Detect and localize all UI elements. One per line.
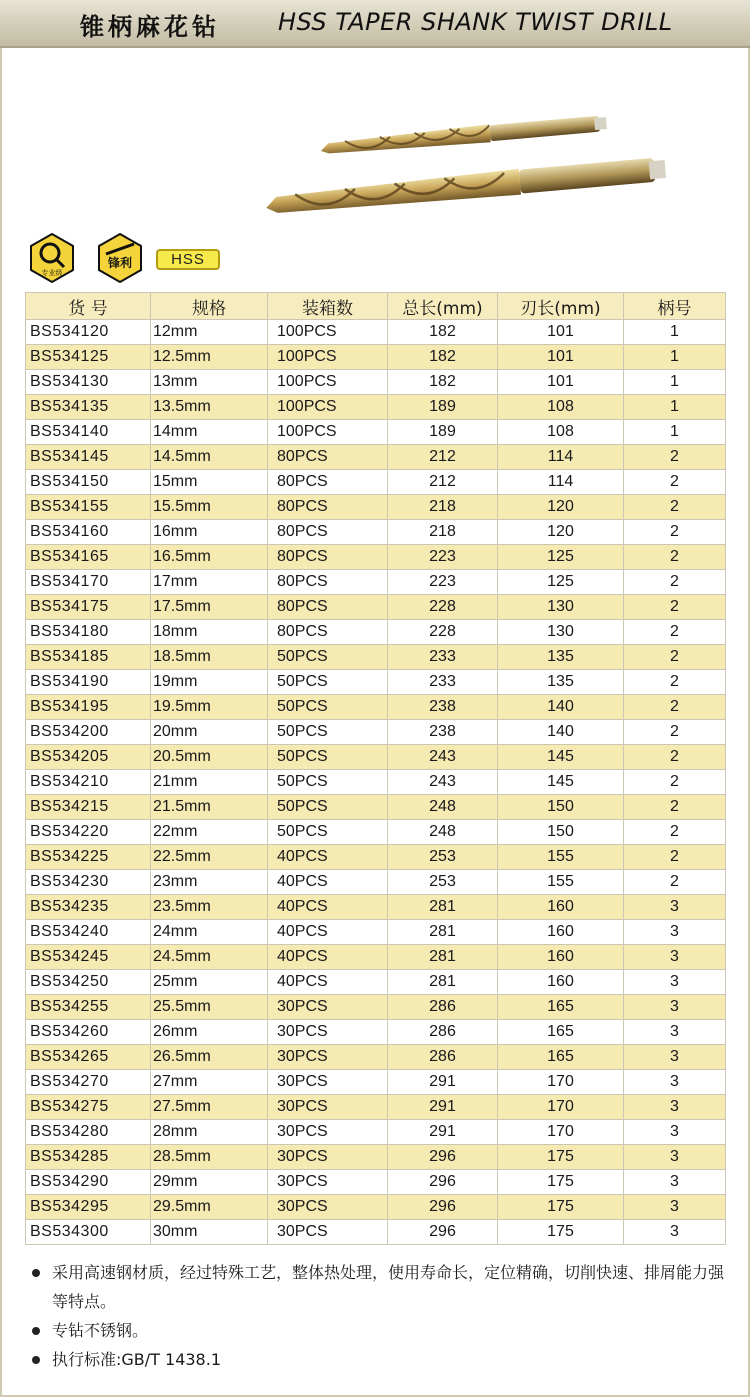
cell-spec: 15mm bbox=[151, 470, 268, 495]
cell-total-length: 281 bbox=[388, 970, 498, 995]
table-row bbox=[26, 995, 726, 1020]
cell-pack-qty: 40PCS bbox=[268, 970, 388, 995]
cell-flute-length: 108 bbox=[498, 395, 624, 420]
cell-total-length: 286 bbox=[388, 995, 498, 1020]
drill-product-image bbox=[250, 100, 690, 220]
cell-item-code: BS534285 bbox=[26, 1145, 151, 1170]
note-item bbox=[30, 1345, 730, 1374]
cell-flute-length: 101 bbox=[498, 320, 624, 345]
cell-shank-no: 3 bbox=[624, 895, 726, 920]
cell-total-length: 291 bbox=[388, 1070, 498, 1095]
table-row bbox=[26, 420, 726, 445]
cell-spec: 27mm bbox=[151, 1070, 268, 1095]
table-row bbox=[26, 570, 726, 595]
cell-item-code: BS534145 bbox=[26, 445, 151, 470]
cell-spec: 21mm bbox=[151, 770, 268, 795]
cell-pack-qty: 30PCS bbox=[268, 1095, 388, 1120]
cell-spec: 29.5mm bbox=[151, 1195, 268, 1220]
cell-item-code: BS534160 bbox=[26, 520, 151, 545]
cell-total-length: 296 bbox=[388, 1145, 498, 1170]
cell-pack-qty: 50PCS bbox=[268, 795, 388, 820]
bullet-icon bbox=[32, 1356, 40, 1364]
cell-item-code: BS534205 bbox=[26, 745, 151, 770]
cell-item-code: BS534210 bbox=[26, 770, 151, 795]
cell-pack-qty: 100PCS bbox=[268, 420, 388, 445]
cell-spec: 27.5mm bbox=[151, 1095, 268, 1120]
cell-spec: 15.5mm bbox=[151, 495, 268, 520]
cell-spec: 22.5mm bbox=[151, 845, 268, 870]
cell-spec: 22mm bbox=[151, 820, 268, 845]
table-row bbox=[26, 595, 726, 620]
cell-pack-qty: 40PCS bbox=[268, 845, 388, 870]
cell-flute-length: 155 bbox=[498, 870, 624, 895]
cell-shank-no: 3 bbox=[624, 1020, 726, 1045]
table-row bbox=[26, 695, 726, 720]
note-item bbox=[30, 1316, 730, 1345]
table-row bbox=[26, 1120, 726, 1145]
hss-tag: HSS bbox=[156, 249, 220, 270]
cell-item-code: BS534150 bbox=[26, 470, 151, 495]
cell-item-code: BS534250 bbox=[26, 970, 151, 995]
cell-item-code: BS534230 bbox=[26, 870, 151, 895]
cell-flute-length: 108 bbox=[498, 420, 624, 445]
cell-spec: 14.5mm bbox=[151, 445, 268, 470]
cell-flute-length: 170 bbox=[498, 1095, 624, 1120]
cell-flute-length: 120 bbox=[498, 520, 624, 545]
cell-flute-length: 135 bbox=[498, 670, 624, 695]
cell-shank-no: 2 bbox=[624, 570, 726, 595]
note-text: 专钻不锈钢。 bbox=[52, 1321, 149, 1340]
table-body bbox=[26, 320, 726, 1245]
table-row bbox=[26, 470, 726, 495]
cell-item-code: BS534265 bbox=[26, 1045, 151, 1070]
cell-item-code: BS534215 bbox=[26, 795, 151, 820]
cell-item-code: BS534235 bbox=[26, 895, 151, 920]
cell-item-code: BS534295 bbox=[26, 1195, 151, 1220]
cell-total-length: 238 bbox=[388, 720, 498, 745]
cell-item-code: BS534185 bbox=[26, 645, 151, 670]
note-text: 执行标准:GB/T 1438.1 bbox=[52, 1350, 222, 1369]
cell-pack-qty: 30PCS bbox=[268, 1195, 388, 1220]
cell-spec: 23.5mm bbox=[151, 895, 268, 920]
table-header-row bbox=[26, 293, 726, 320]
cell-flute-length: 145 bbox=[498, 770, 624, 795]
cell-flute-length: 135 bbox=[498, 645, 624, 670]
cell-flute-length: 175 bbox=[498, 1145, 624, 1170]
cell-spec: 28mm bbox=[151, 1120, 268, 1145]
table-row bbox=[26, 1145, 726, 1170]
cell-flute-length: 145 bbox=[498, 745, 624, 770]
cell-spec: 20mm bbox=[151, 720, 268, 745]
cell-item-code: BS534180 bbox=[26, 620, 151, 645]
table-row bbox=[26, 545, 726, 570]
cell-shank-no: 2 bbox=[624, 520, 726, 545]
cell-pack-qty: 100PCS bbox=[268, 345, 388, 370]
table-row bbox=[26, 370, 726, 395]
cell-total-length: 182 bbox=[388, 320, 498, 345]
cell-spec: 19mm bbox=[151, 670, 268, 695]
cell-shank-no: 3 bbox=[624, 1220, 726, 1245]
cell-pack-qty: 100PCS bbox=[268, 370, 388, 395]
cell-total-length: 281 bbox=[388, 920, 498, 945]
table-row bbox=[26, 1195, 726, 1220]
table-row bbox=[26, 645, 726, 670]
cell-shank-no: 3 bbox=[624, 945, 726, 970]
cell-shank-no: 2 bbox=[624, 545, 726, 570]
cell-flute-length: 175 bbox=[498, 1170, 624, 1195]
table-row bbox=[26, 1070, 726, 1095]
cell-total-length: 296 bbox=[388, 1170, 498, 1195]
table-row bbox=[26, 745, 726, 770]
cell-total-length: 189 bbox=[388, 420, 498, 445]
cell-total-length: 281 bbox=[388, 945, 498, 970]
cell-total-length: 228 bbox=[388, 620, 498, 645]
cell-total-length: 238 bbox=[388, 695, 498, 720]
cell-pack-qty: 40PCS bbox=[268, 920, 388, 945]
cell-item-code: BS534255 bbox=[26, 995, 151, 1020]
cell-total-length: 296 bbox=[388, 1220, 498, 1245]
table-row bbox=[26, 495, 726, 520]
table-row bbox=[26, 720, 726, 745]
cell-shank-no: 2 bbox=[624, 720, 726, 745]
cell-spec: 26mm bbox=[151, 1020, 268, 1045]
cell-pack-qty: 50PCS bbox=[268, 745, 388, 770]
cell-spec: 12.5mm bbox=[151, 345, 268, 370]
cell-shank-no: 3 bbox=[624, 1195, 726, 1220]
cell-shank-no: 3 bbox=[624, 1170, 726, 1195]
cell-flute-length: 130 bbox=[498, 595, 624, 620]
cell-pack-qty: 40PCS bbox=[268, 945, 388, 970]
cell-pack-qty: 30PCS bbox=[268, 1045, 388, 1070]
table-row bbox=[26, 795, 726, 820]
cell-pack-qty: 50PCS bbox=[268, 820, 388, 845]
cell-pack-qty: 30PCS bbox=[268, 1170, 388, 1195]
cell-shank-no: 3 bbox=[624, 1095, 726, 1120]
cell-spec: 20.5mm bbox=[151, 745, 268, 770]
cell-spec: 17.5mm bbox=[151, 595, 268, 620]
table-row bbox=[26, 520, 726, 545]
cell-pack-qty: 30PCS bbox=[268, 1020, 388, 1045]
header-item-code: 货 号 bbox=[26, 293, 151, 320]
cell-shank-no: 1 bbox=[624, 370, 726, 395]
cell-shank-no: 1 bbox=[624, 345, 726, 370]
cell-item-code: BS534245 bbox=[26, 945, 151, 970]
table-row bbox=[26, 970, 726, 995]
table-row bbox=[26, 820, 726, 845]
cell-spec: 18.5mm bbox=[151, 645, 268, 670]
bullet-icon bbox=[32, 1327, 40, 1335]
cell-total-length: 218 bbox=[388, 495, 498, 520]
cell-total-length: 218 bbox=[388, 520, 498, 545]
cell-total-length: 228 bbox=[388, 595, 498, 620]
cell-pack-qty: 80PCS bbox=[268, 520, 388, 545]
cell-total-length: 223 bbox=[388, 570, 498, 595]
cell-pack-qty: 80PCS bbox=[268, 620, 388, 645]
cell-shank-no: 3 bbox=[624, 1120, 726, 1145]
specification-table bbox=[25, 292, 726, 1245]
cell-total-length: 253 bbox=[388, 845, 498, 870]
header-pack-qty: 装箱数 bbox=[268, 293, 388, 320]
cell-pack-qty: 30PCS bbox=[268, 1220, 388, 1245]
table-row bbox=[26, 320, 726, 345]
cell-pack-qty: 80PCS bbox=[268, 595, 388, 620]
table-row bbox=[26, 870, 726, 895]
cell-flute-length: 165 bbox=[498, 1020, 624, 1045]
cell-flute-length: 155 bbox=[498, 845, 624, 870]
table-row bbox=[26, 1020, 726, 1045]
cell-spec: 18mm bbox=[151, 620, 268, 645]
cell-item-code: BS534280 bbox=[26, 1120, 151, 1145]
cell-flute-length: 120 bbox=[498, 495, 624, 520]
cell-pack-qty: 100PCS bbox=[268, 395, 388, 420]
table-row bbox=[26, 1170, 726, 1195]
cell-item-code: BS534135 bbox=[26, 395, 151, 420]
cell-shank-no: 2 bbox=[624, 620, 726, 645]
cell-shank-no: 2 bbox=[624, 870, 726, 895]
header-spec: 规格 bbox=[151, 293, 268, 320]
cell-shank-no: 3 bbox=[624, 1145, 726, 1170]
cell-pack-qty: 40PCS bbox=[268, 870, 388, 895]
cell-total-length: 223 bbox=[388, 545, 498, 570]
cell-item-code: BS534300 bbox=[26, 1220, 151, 1245]
cell-shank-no: 2 bbox=[624, 695, 726, 720]
cell-spec: 25.5mm bbox=[151, 995, 268, 1020]
cell-shank-no: 3 bbox=[624, 1045, 726, 1070]
table-row bbox=[26, 945, 726, 970]
large-drill bbox=[265, 156, 667, 217]
cell-item-code: BS534275 bbox=[26, 1095, 151, 1120]
cell-total-length: 243 bbox=[388, 770, 498, 795]
cell-flute-length: 165 bbox=[498, 1045, 624, 1070]
cell-item-code: BS534200 bbox=[26, 720, 151, 745]
cell-flute-length: 130 bbox=[498, 620, 624, 645]
sharp-badge-icon bbox=[94, 232, 146, 284]
cell-item-code: BS534155 bbox=[26, 495, 151, 520]
cell-shank-no: 3 bbox=[624, 1070, 726, 1095]
title-chinese: 锥柄麻花钻 bbox=[80, 13, 220, 41]
professional-grade-badge-icon bbox=[26, 232, 78, 284]
cell-total-length: 182 bbox=[388, 370, 498, 395]
cell-total-length: 182 bbox=[388, 345, 498, 370]
cell-spec: 12mm bbox=[151, 320, 268, 345]
cell-pack-qty: 50PCS bbox=[268, 645, 388, 670]
cell-flute-length: 160 bbox=[498, 970, 624, 995]
table-row bbox=[26, 1095, 726, 1120]
cell-flute-length: 125 bbox=[498, 545, 624, 570]
cell-pack-qty: 30PCS bbox=[268, 1145, 388, 1170]
cell-flute-length: 101 bbox=[498, 345, 624, 370]
cell-flute-length: 140 bbox=[498, 695, 624, 720]
cell-shank-no: 2 bbox=[624, 495, 726, 520]
cell-item-code: BS534130 bbox=[26, 370, 151, 395]
table-row bbox=[26, 620, 726, 645]
cell-flute-length: 175 bbox=[498, 1195, 624, 1220]
cell-flute-length: 170 bbox=[498, 1120, 624, 1145]
cell-flute-length: 160 bbox=[498, 920, 624, 945]
cell-item-code: BS534140 bbox=[26, 420, 151, 445]
cell-pack-qty: 80PCS bbox=[268, 570, 388, 595]
cell-spec: 25mm bbox=[151, 970, 268, 995]
table-row bbox=[26, 770, 726, 795]
title-english: HSS TAPER SHANK TWIST DRILL bbox=[278, 8, 673, 36]
cell-shank-no: 1 bbox=[624, 395, 726, 420]
header-flute-length: 刃长(mm) bbox=[498, 293, 624, 320]
cell-flute-length: 150 bbox=[498, 820, 624, 845]
cell-total-length: 233 bbox=[388, 670, 498, 695]
cell-flute-length: 160 bbox=[498, 945, 624, 970]
table-row bbox=[26, 1045, 726, 1070]
cell-pack-qty: 80PCS bbox=[268, 495, 388, 520]
cell-total-length: 243 bbox=[388, 745, 498, 770]
cell-shank-no: 2 bbox=[624, 670, 726, 695]
cell-shank-no: 2 bbox=[624, 770, 726, 795]
cell-spec: 23mm bbox=[151, 870, 268, 895]
cell-total-length: 281 bbox=[388, 895, 498, 920]
cell-item-code: BS534190 bbox=[26, 670, 151, 695]
cell-spec: 26.5mm bbox=[151, 1045, 268, 1070]
cell-pack-qty: 50PCS bbox=[268, 695, 388, 720]
table-row bbox=[26, 395, 726, 420]
cell-flute-length: 140 bbox=[498, 720, 624, 745]
cell-shank-no: 3 bbox=[624, 995, 726, 1020]
cell-pack-qty: 30PCS bbox=[268, 1120, 388, 1145]
cell-flute-length: 101 bbox=[498, 370, 624, 395]
cell-total-length: 212 bbox=[388, 445, 498, 470]
cell-shank-no: 2 bbox=[624, 745, 726, 770]
cell-total-length: 212 bbox=[388, 470, 498, 495]
header-total-length: 总长(mm) bbox=[388, 293, 498, 320]
cell-spec: 21.5mm bbox=[151, 795, 268, 820]
cell-total-length: 253 bbox=[388, 870, 498, 895]
cell-pack-qty: 80PCS bbox=[268, 470, 388, 495]
cell-pack-qty: 50PCS bbox=[268, 670, 388, 695]
bullet-icon bbox=[32, 1269, 40, 1277]
cell-pack-qty: 30PCS bbox=[268, 1070, 388, 1095]
cell-flute-length: 170 bbox=[498, 1070, 624, 1095]
note-item bbox=[30, 1258, 730, 1316]
cell-total-length: 233 bbox=[388, 645, 498, 670]
cell-shank-no: 1 bbox=[624, 320, 726, 345]
cell-shank-no: 2 bbox=[624, 795, 726, 820]
cell-flute-length: 114 bbox=[498, 445, 624, 470]
notes-section bbox=[30, 1258, 730, 1374]
cell-spec: 13mm bbox=[151, 370, 268, 395]
pro-badge-label: 专业级 bbox=[41, 269, 63, 277]
sharp-badge-label: 锋利 bbox=[107, 256, 133, 270]
cell-item-code: BS534165 bbox=[26, 545, 151, 570]
cell-shank-no: 2 bbox=[624, 645, 726, 670]
cell-flute-length: 150 bbox=[498, 795, 624, 820]
cell-flute-length: 160 bbox=[498, 895, 624, 920]
cell-total-length: 296 bbox=[388, 1195, 498, 1220]
cell-total-length: 248 bbox=[388, 795, 498, 820]
cell-shank-no: 3 bbox=[624, 970, 726, 995]
cell-spec: 16mm bbox=[151, 520, 268, 545]
cell-spec: 28.5mm bbox=[151, 1145, 268, 1170]
cell-item-code: BS534175 bbox=[26, 595, 151, 620]
cell-pack-qty: 30PCS bbox=[268, 995, 388, 1020]
cell-flute-length: 175 bbox=[498, 1220, 624, 1245]
small-drill bbox=[320, 114, 607, 157]
cell-total-length: 189 bbox=[388, 395, 498, 420]
cell-item-code: BS534170 bbox=[26, 570, 151, 595]
cell-item-code: BS534220 bbox=[26, 820, 151, 845]
table-row bbox=[26, 670, 726, 695]
table-row bbox=[26, 445, 726, 470]
cell-item-code: BS534260 bbox=[26, 1020, 151, 1045]
table-row bbox=[26, 345, 726, 370]
table-row bbox=[26, 845, 726, 870]
cell-item-code: BS534195 bbox=[26, 695, 151, 720]
cell-total-length: 291 bbox=[388, 1120, 498, 1145]
cell-shank-no: 2 bbox=[624, 595, 726, 620]
cell-total-length: 291 bbox=[388, 1095, 498, 1120]
feature-badges bbox=[26, 232, 266, 282]
cell-item-code: BS534125 bbox=[26, 345, 151, 370]
table-row bbox=[26, 920, 726, 945]
cell-pack-qty: 40PCS bbox=[268, 895, 388, 920]
cell-item-code: BS534225 bbox=[26, 845, 151, 870]
cell-spec: 19.5mm bbox=[151, 695, 268, 720]
cell-total-length: 248 bbox=[388, 820, 498, 845]
cell-spec: 16.5mm bbox=[151, 545, 268, 570]
table-row bbox=[26, 1220, 726, 1245]
cell-shank-no: 1 bbox=[624, 420, 726, 445]
table-row bbox=[26, 895, 726, 920]
cell-pack-qty: 100PCS bbox=[268, 320, 388, 345]
cell-shank-no: 3 bbox=[624, 920, 726, 945]
cell-spec: 24mm bbox=[151, 920, 268, 945]
cell-spec: 24.5mm bbox=[151, 945, 268, 970]
cell-spec: 13.5mm bbox=[151, 395, 268, 420]
cell-total-length: 286 bbox=[388, 1020, 498, 1045]
note-text: 采用高速钢材质，经过特殊工艺，整体热处理，使用寿命长，定位精确，切削快速、排屑能力强等特点。 bbox=[52, 1263, 725, 1311]
cell-shank-no: 2 bbox=[624, 820, 726, 845]
cell-shank-no: 2 bbox=[624, 445, 726, 470]
cell-spec: 14mm bbox=[151, 420, 268, 445]
cell-pack-qty: 80PCS bbox=[268, 545, 388, 570]
cell-flute-length: 125 bbox=[498, 570, 624, 595]
cell-spec: 30mm bbox=[151, 1220, 268, 1245]
header-shank-no: 柄号 bbox=[624, 293, 726, 320]
page-header bbox=[0, 0, 750, 48]
cell-pack-qty: 50PCS bbox=[268, 770, 388, 795]
cell-item-code: BS534290 bbox=[26, 1170, 151, 1195]
cell-flute-length: 114 bbox=[498, 470, 624, 495]
cell-item-code: BS534270 bbox=[26, 1070, 151, 1095]
cell-spec: 17mm bbox=[151, 570, 268, 595]
cell-pack-qty: 80PCS bbox=[268, 445, 388, 470]
cell-shank-no: 2 bbox=[624, 845, 726, 870]
cell-item-code: BS534240 bbox=[26, 920, 151, 945]
cell-spec: 29mm bbox=[151, 1170, 268, 1195]
cell-total-length: 286 bbox=[388, 1045, 498, 1070]
cell-pack-qty: 50PCS bbox=[268, 720, 388, 745]
cell-flute-length: 165 bbox=[498, 995, 624, 1020]
cell-item-code: BS534120 bbox=[26, 320, 151, 345]
cell-shank-no: 2 bbox=[624, 470, 726, 495]
